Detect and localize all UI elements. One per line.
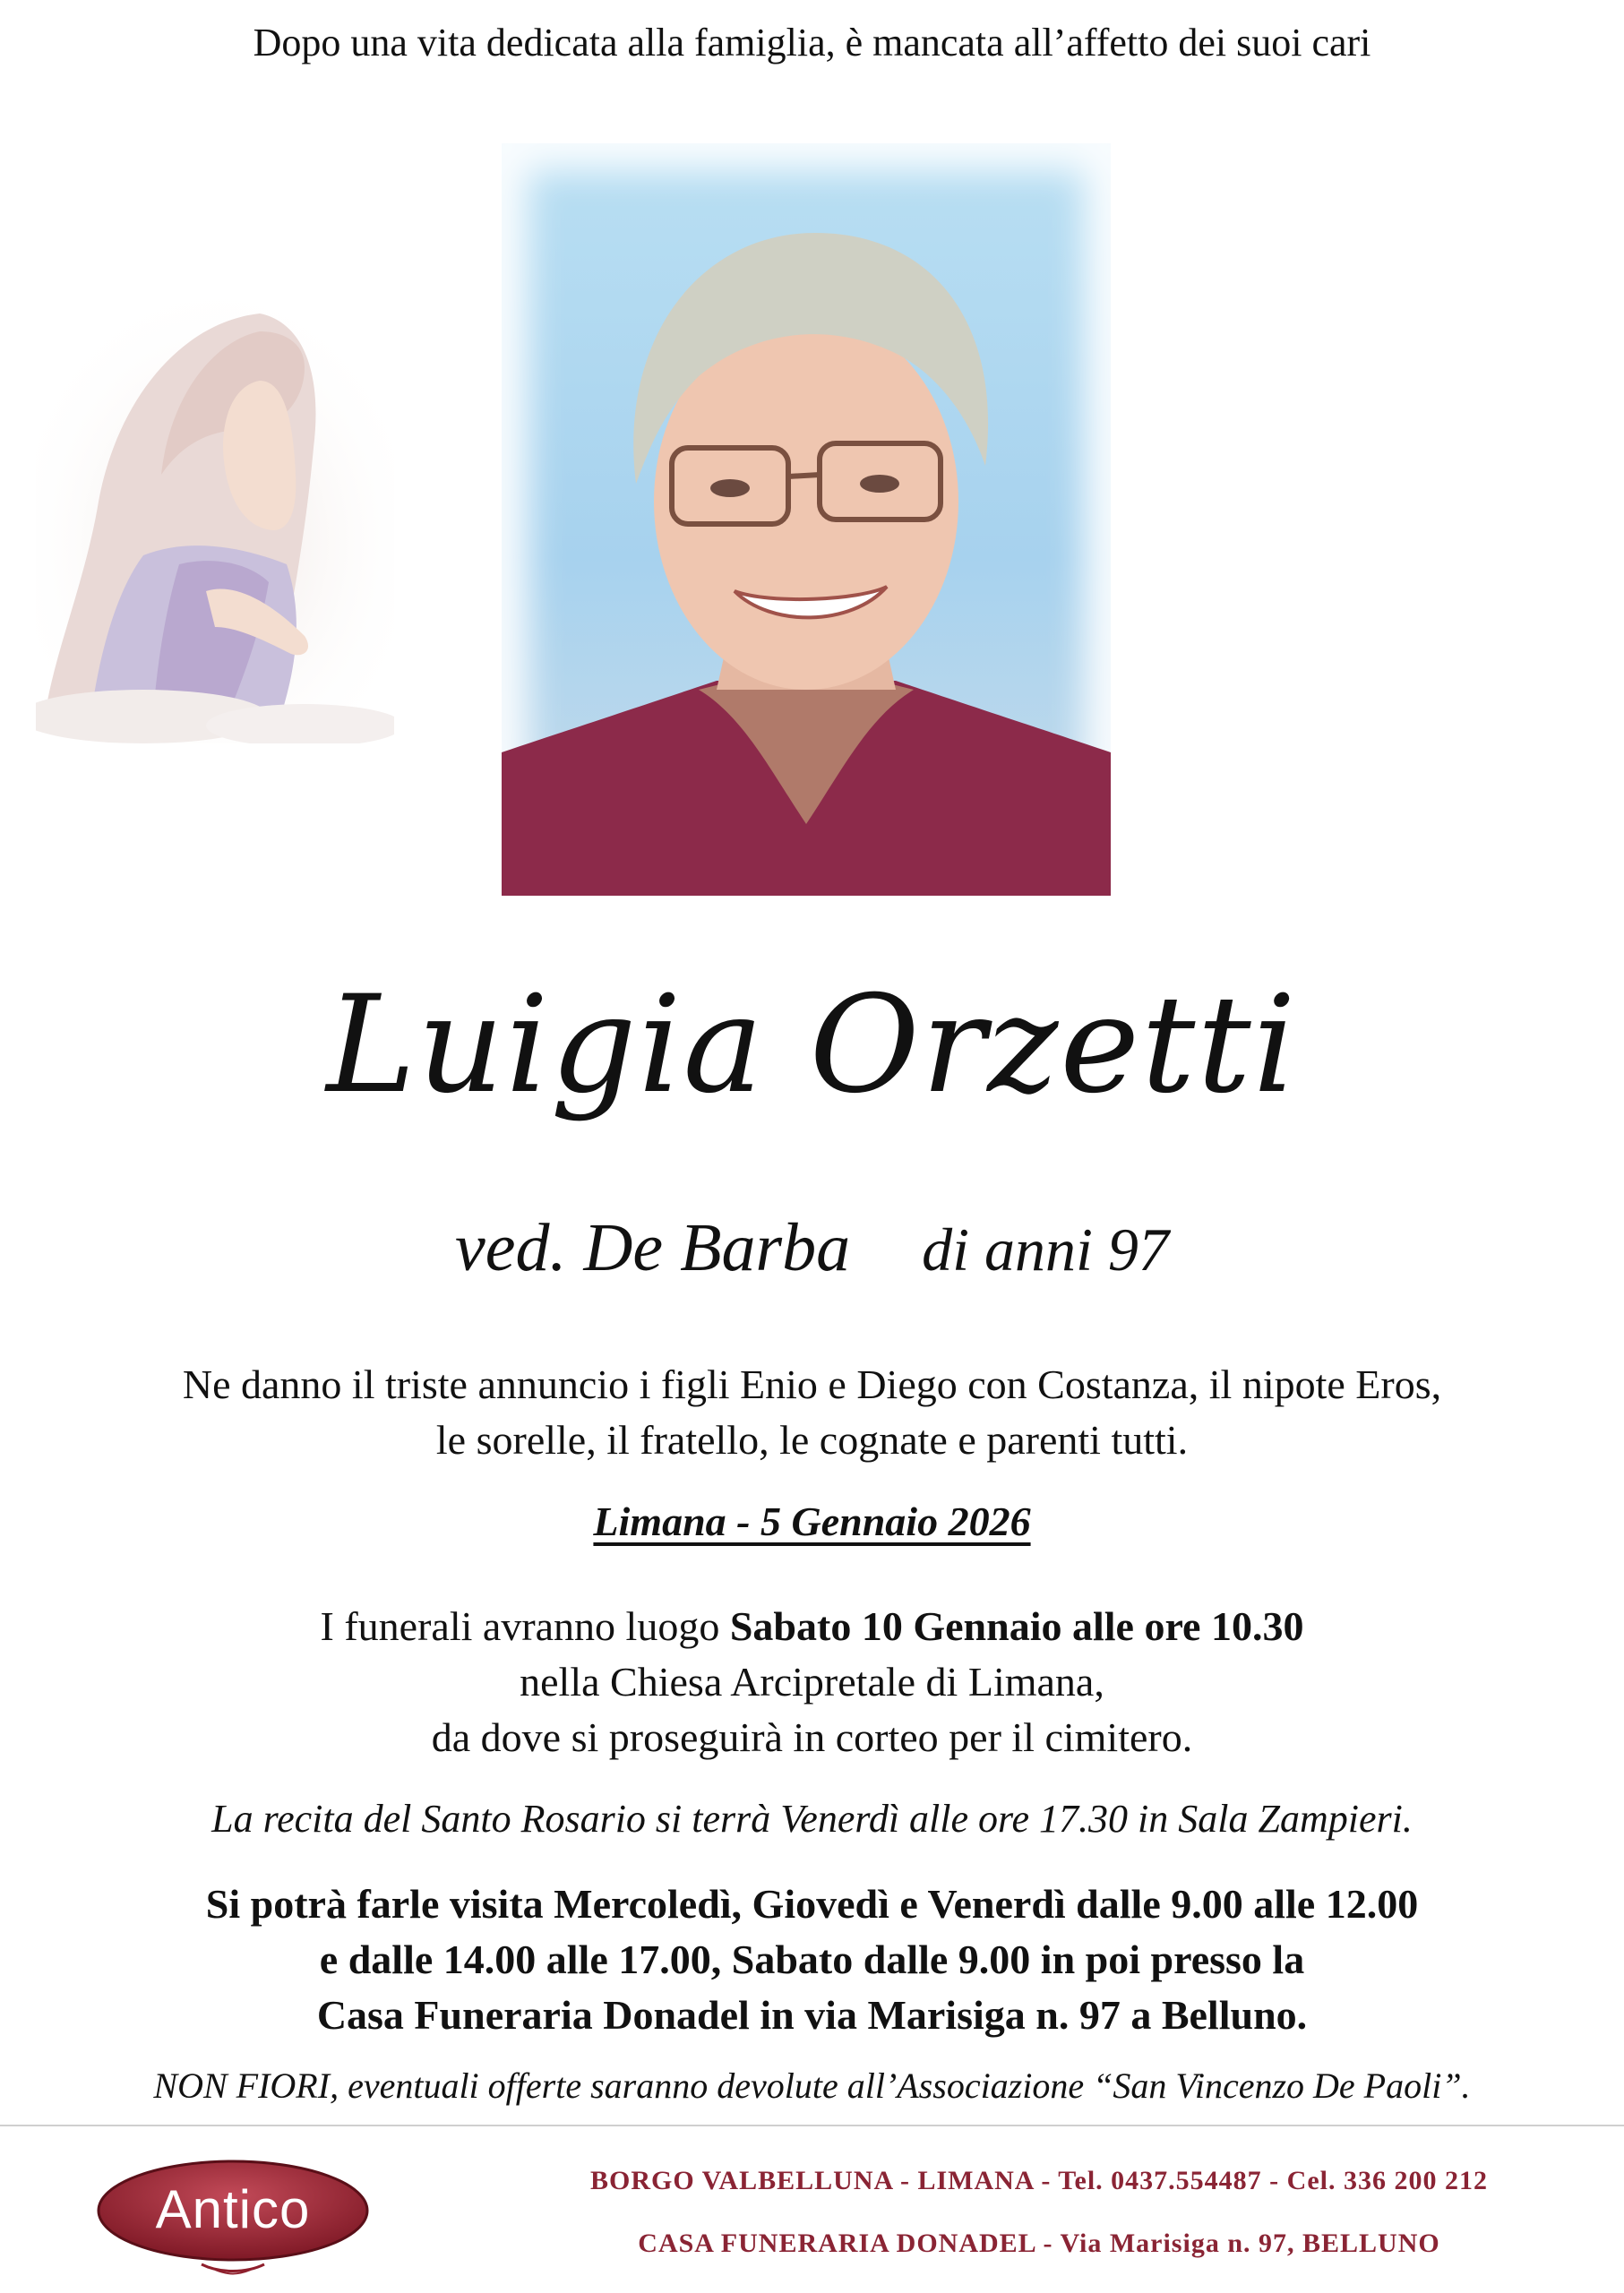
rosary-info: La recita del Santo Rosario si terrà Venerdì alle ore 17.30 in Sala Zampieri. [211, 1797, 1413, 1841]
footer-divider [0, 2125, 1624, 2126]
visit-line: Si potrà farle visita Mercoledì, Giovedì e Venerdì dalle 9.00 alle 12.00 [205, 1881, 1419, 1927]
place-date: Limana - 5 Gennaio 2026 [593, 1499, 1031, 1544]
deceased-name: Luigia Orzetti [326, 967, 1298, 1123]
announcement-line: le sorelle, il fratello, le cognate e parenti tutti. [435, 1417, 1189, 1463]
portrait-photo [502, 143, 1111, 896]
visit-info [0, 1876, 1624, 2043]
funeral-line-prefix: I funerali avranno luogo [320, 1603, 730, 1649]
announcement-line: Ne danno il triste annuncio i figli Enio e Diego con Costanza, il nipote Eros, [182, 1361, 1442, 1407]
funeral-line: da dove si proseguirà in corteo per il cimitero. [431, 1714, 1193, 1760]
footer-address-line: CASA FUNERARIA DONADEL - Via Marisiga n. 97, BELLUNO [638, 2229, 1440, 2258]
subname-line [0, 1209, 1624, 1287]
funeral-date-time: Sabato 10 Gennaio alle ore 10.30 [729, 1603, 1304, 1649]
no-flowers-notice: NON FIORI, eventuali offerte saranno devolute all’Associazione “San Vincenzo De Paoli”. [153, 2065, 1471, 2106]
age: di anni 97 [922, 1215, 1169, 1284]
intro-text: Dopo una vita dedicata alla famiglia, è mancata all’affetto dei suoi cari [253, 21, 1371, 64]
antico-logo [94, 2159, 372, 2275]
funeral-line [0, 1599, 1624, 1654]
madonna-image [36, 296, 394, 743]
footer-contact-line: BORGO VALBELLUNA - LIMANA - Tel. 0437.554487 - Cel. 336 200 212 [590, 2166, 1488, 2195]
announcement [0, 1357, 1624, 1468]
funeral-info [0, 1599, 1624, 1765]
logo-text: Antico [155, 2179, 311, 2239]
visit-line: e dalle 14.00 alle 17.00, Sabato dalle 9.00 in poi presso la [319, 1937, 1305, 1982]
visit-line: Casa Funeraria Donadel in via Marisiga n. 97 a Belluno. [316, 1992, 1308, 2038]
funeral-line: nella Chiesa Arcipretale di Limana, [520, 1659, 1104, 1705]
widow-of: ved. De Barba [455, 1210, 851, 1285]
